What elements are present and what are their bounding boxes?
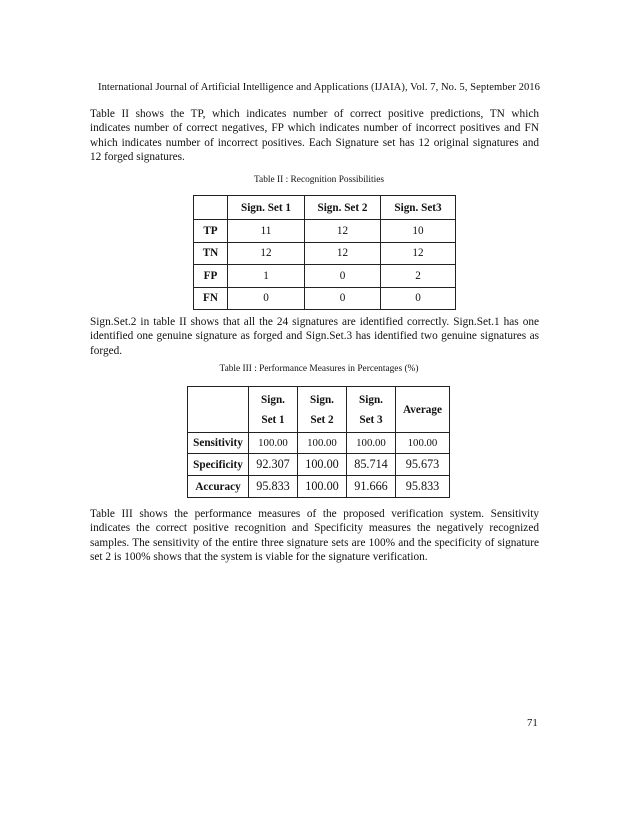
- row-header: Specificity: [188, 454, 249, 476]
- journal-header: International Journal of Artificial Intelligence and Applications (IJAIA), Vol. 7, No. 5, September 2016: [98, 82, 540, 93]
- column-header-line: Set 1: [261, 414, 285, 426]
- column-header: Sign. Set3: [381, 196, 456, 220]
- table-row: [188, 454, 450, 476]
- row-header: TN: [194, 242, 228, 265]
- table-cell: 100.00: [298, 433, 347, 454]
- column-header-line: Sign.: [359, 394, 383, 406]
- table-cell: 0: [305, 265, 381, 288]
- text-line: Table II shows the TP, which indicates number of correct positive predictions, TN which: [90, 108, 539, 120]
- table-cell: 92.307: [249, 454, 298, 476]
- table-cell: 95.833: [249, 476, 298, 498]
- table-row: [194, 287, 456, 310]
- performance-measures-table: [187, 386, 450, 498]
- table-cell: 10: [381, 220, 456, 243]
- table-cell: 100.00: [298, 454, 347, 476]
- table-cell: 11: [228, 220, 305, 243]
- recognition-possibilities-table: [193, 195, 456, 310]
- paragraph-table2-intro: [90, 107, 539, 164]
- text-line: which indicates number of incorrect positives. Each Signature set has 12 original signatures and: [90, 136, 539, 149]
- text-line: 12 forged signatures.: [90, 150, 185, 163]
- column-header: [298, 387, 347, 433]
- table2-caption: Table II : Recognition Possibilities: [253, 175, 385, 185]
- paragraph-table2-discussion: [90, 315, 539, 358]
- row-header: Sensitivity: [188, 433, 249, 454]
- text-line: Table III shows the performance measures of the proposed verification system. Sensitivity: [90, 508, 539, 520]
- column-header-line: Set 3: [359, 414, 383, 426]
- table-row: [194, 242, 456, 265]
- table-corner-cell: [188, 387, 249, 433]
- table-cell: 2: [381, 265, 456, 288]
- table3-caption: Table III : Performance Measures in Percentages (%): [219, 364, 419, 374]
- column-header: Average: [396, 387, 450, 433]
- table-header-row: [188, 387, 450, 433]
- table-cell: 12: [381, 242, 456, 265]
- table-row: [194, 265, 456, 288]
- table-row: [194, 220, 456, 243]
- row-header: FN: [194, 287, 228, 310]
- table-cell: 100.00: [347, 433, 396, 454]
- table-cell: 0: [381, 287, 456, 310]
- row-header: FP: [194, 265, 228, 288]
- paragraph-table3-discussion: [90, 507, 539, 564]
- table-cell: 1: [228, 265, 305, 288]
- column-header: Sign. Set 1: [228, 196, 305, 220]
- table-header-row: [194, 196, 456, 220]
- column-header-line: Set 2: [310, 414, 334, 426]
- text-line: identified one genuine signature as forged and Sign.Set.3 has identified two genuine signatures as: [90, 330, 539, 343]
- table-cell: 100.00: [249, 433, 298, 454]
- column-header: Sign. Set 2: [305, 196, 381, 220]
- column-header-line: Sign.: [261, 394, 285, 406]
- table-cell: 100.00: [396, 433, 450, 454]
- table-cell: 95.833: [396, 476, 450, 498]
- text-line: indicates number of correct negatives, FP which indicates number of incorrect positives and FN: [90, 122, 539, 135]
- table-cell: 12: [228, 242, 305, 265]
- table-cell: 95.673: [396, 454, 450, 476]
- table-cell: 0: [305, 287, 381, 310]
- text-line: forged.: [90, 344, 123, 357]
- table-cell: 12: [305, 220, 381, 243]
- text-line: Sign.Set.2 in table II shows that all the 24 signatures are identified correctly. Sign.Set.1 has one: [90, 316, 539, 328]
- table-row: [188, 433, 450, 454]
- text-line: indicates the correct positive recognition and Specificity measures the negatively recognized: [90, 522, 539, 535]
- table-cell: 91.666: [347, 476, 396, 498]
- row-header: TP: [194, 220, 228, 243]
- table-cell: 12: [305, 242, 381, 265]
- row-header: Accuracy: [188, 476, 249, 498]
- table-cell: 85.714: [347, 454, 396, 476]
- table-cell: 100.00: [298, 476, 347, 498]
- column-header: [249, 387, 298, 433]
- table-corner-cell: [194, 196, 228, 220]
- column-header-line: Sign.: [310, 394, 334, 406]
- page-number: 71: [527, 717, 538, 729]
- column-header: [347, 387, 396, 433]
- text-line: set 2 is 100% shows that the system is viable for the signature verification.: [90, 550, 428, 563]
- table-cell: 0: [228, 287, 305, 310]
- text-line: samples. The sensitivity of the entire three signature sets are 100% and the specificity of signature: [90, 536, 539, 549]
- table-row: [188, 476, 450, 498]
